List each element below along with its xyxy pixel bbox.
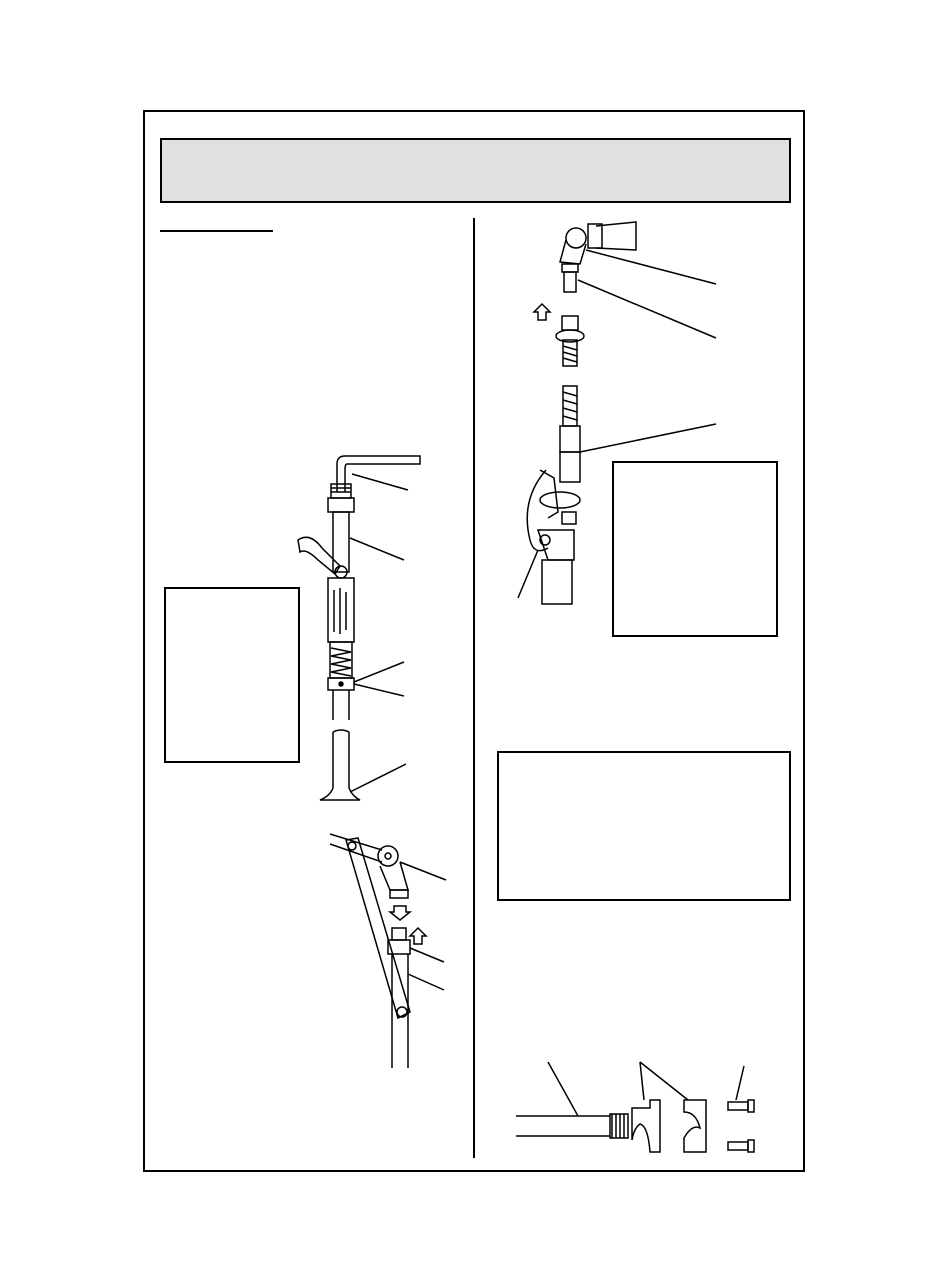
threaded-tip	[331, 484, 351, 498]
wand-body	[328, 578, 354, 642]
section-heading-underline	[160, 230, 273, 232]
spring	[331, 648, 351, 676]
male-thread	[564, 272, 576, 292]
info-box-left	[164, 587, 300, 763]
header-band	[160, 138, 791, 203]
coupling-nut	[328, 498, 354, 512]
wand-install-illustration	[290, 450, 430, 810]
allen-wrench-icon	[337, 456, 420, 492]
info-box-wide	[497, 751, 791, 901]
gun-nozzle	[542, 560, 572, 604]
arrow-down-icon	[390, 906, 410, 920]
upper-tube	[333, 512, 349, 572]
gun-swivel	[566, 228, 586, 248]
arrow-up-icon	[410, 928, 426, 944]
clamp-half	[684, 1100, 706, 1152]
clamp-parts-illustration	[512, 1060, 762, 1160]
screw	[728, 1102, 748, 1110]
hose-to-gun-illustration	[510, 215, 725, 610]
screw	[728, 1142, 748, 1150]
arrow-up-icon	[534, 304, 550, 320]
swivel-joint	[378, 846, 398, 866]
swivel-connection-illustration	[320, 825, 450, 1070]
pipe	[516, 1116, 610, 1136]
clamp-half	[632, 1100, 660, 1152]
column-divider	[473, 218, 475, 1158]
trigger-guard	[527, 470, 548, 551]
